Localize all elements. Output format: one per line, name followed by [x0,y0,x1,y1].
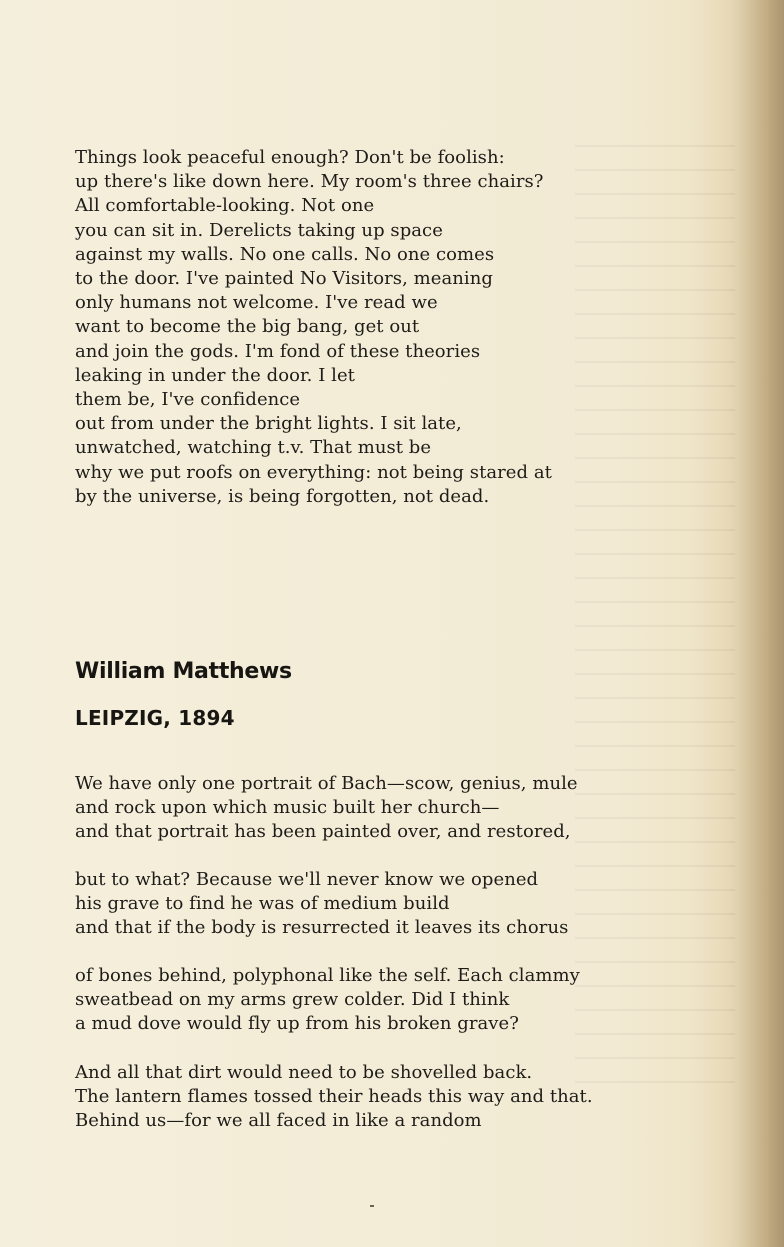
stanza [75,868,635,941]
stanza [75,1061,635,1134]
poem-line: but to what? Because we'll never know we opened [75,869,539,890]
stanza [75,772,635,845]
poem-line: We have only one portrait of Bach—scow, genius, mule [75,773,578,794]
poem-line: his grave to find he was of medium build [75,893,450,915]
poem-line: to the door. I've painted No Visitors, meaning [75,268,493,290]
poem-line: by the universe, is being forgotten, not dead. [75,485,490,507]
page-gutter-shadow [726,0,784,1247]
poem-line: and that if the body is resurrected it leaves its chorus [75,917,569,939]
poem-line: sweatbead on my arms grew colder. Did I think [75,989,510,1011]
poem-line: them be, I've confidence [75,389,301,411]
poem-line: and that portrait has been painted over, and restored, [75,821,571,843]
poem-line: and join the gods. I'm fond of these theories [75,340,481,362]
poem-line: out from under the bright lights. I sit late, [75,413,462,435]
poem-line: against my walls. No one calls. No one comes [75,243,495,265]
poem-line: And all that dirt would need to be shovelled back. [75,1062,533,1083]
poem-line: only humans not welcome. I've read we [75,292,438,314]
poem-line: Behind us—for we all faced in like a random [75,1110,482,1132]
poem-line: unwatched, watching t.v. That must be [75,437,432,459]
poem-line: why we put roofs on everything: not being stared at [75,461,552,483]
poem-line: want to become the big bang, get out [75,316,420,338]
poem-line: leaking in under the door. I let [75,364,355,386]
poem-line: of bones behind, polyphonal like the self. Each clammy [75,965,580,986]
poem-line: up there's like down here. My room's three chairs? [75,171,544,193]
poem-line: and rock upon which music built her church— [75,797,500,819]
poem-title: LEIPZIG, 1894 [75,706,235,730]
poem-line: a mud dove would fly up from his broken grave? [75,1013,519,1035]
stanza [75,964,635,1037]
poem-line: you can sit in. Derelicts taking up space [75,219,443,241]
poem-continuation [75,146,635,509]
poem-line: Things look peaceful enough? Don't be foolish: [75,147,505,168]
print-speck [370,1205,374,1207]
poem-line: All comfortable-looking. Not one [75,195,375,217]
poem-author: William Matthews [75,659,292,684]
poem-line: The lantern flames tossed their heads this way and that. [75,1086,593,1108]
